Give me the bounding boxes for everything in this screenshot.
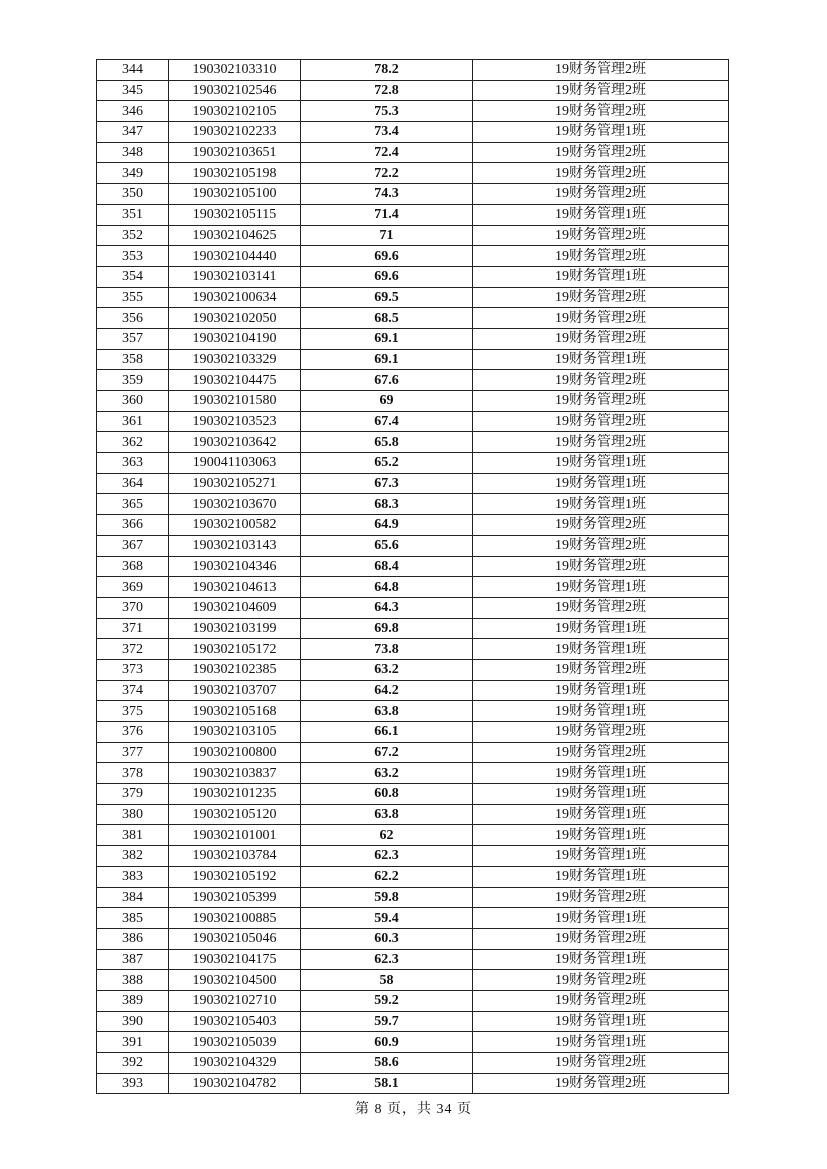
score-table [96, 59, 729, 1094]
class-name-cell: 19财务管理1班 [473, 204, 729, 225]
row-index-cell: 350 [97, 184, 169, 205]
row-index-cell: 347 [97, 122, 169, 143]
student-id-cell: 190302103329 [169, 349, 301, 370]
table-row [97, 432, 729, 453]
row-index-cell: 355 [97, 287, 169, 308]
row-index-cell: 362 [97, 432, 169, 453]
table-row [97, 618, 729, 639]
student-id-cell: 190302104440 [169, 246, 301, 267]
score-cell: 69.8 [301, 618, 473, 639]
student-id-cell: 190302104175 [169, 949, 301, 970]
class-name-cell: 19财务管理1班 [473, 680, 729, 701]
student-id-cell: 190302104500 [169, 970, 301, 991]
row-index-cell: 364 [97, 473, 169, 494]
score-cell: 71.4 [301, 204, 473, 225]
score-cell: 65.6 [301, 535, 473, 556]
row-index-cell: 369 [97, 577, 169, 598]
student-id-cell: 190302105172 [169, 639, 301, 660]
score-cell: 59.4 [301, 908, 473, 929]
score-cell: 59.2 [301, 990, 473, 1011]
class-name-cell: 19财务管理2班 [473, 515, 729, 536]
score-cell: 72.8 [301, 80, 473, 101]
class-name-cell: 19财务管理1班 [473, 618, 729, 639]
table-row [97, 184, 729, 205]
row-index-cell: 376 [97, 722, 169, 743]
class-name-cell: 19财务管理1班 [473, 763, 729, 784]
row-index-cell: 372 [97, 639, 169, 660]
table-row [97, 1073, 729, 1094]
student-id-cell: 190302104609 [169, 597, 301, 618]
student-id-cell: 190302105120 [169, 804, 301, 825]
class-name-cell: 19财务管理2班 [473, 722, 729, 743]
student-id-cell: 190302102233 [169, 122, 301, 143]
table-row [97, 225, 729, 246]
score-cell: 62.3 [301, 949, 473, 970]
row-index-cell: 380 [97, 804, 169, 825]
row-index-cell: 359 [97, 370, 169, 391]
student-id-cell: 190302103670 [169, 494, 301, 515]
row-index-cell: 344 [97, 60, 169, 81]
table-row [97, 949, 729, 970]
class-name-cell: 19财务管理2班 [473, 1073, 729, 1094]
table-row [97, 204, 729, 225]
table-row [97, 328, 729, 349]
score-cell: 69.1 [301, 328, 473, 349]
score-cell: 60.3 [301, 928, 473, 949]
row-index-cell: 353 [97, 246, 169, 267]
table-row [97, 1053, 729, 1074]
student-id-cell: 190302102050 [169, 308, 301, 329]
student-id-cell: 190302103707 [169, 680, 301, 701]
class-name-cell: 19财务管理2班 [473, 101, 729, 122]
row-index-cell: 354 [97, 266, 169, 287]
table-row [97, 763, 729, 784]
score-cell: 75.3 [301, 101, 473, 122]
table-row [97, 970, 729, 991]
score-cell: 78.2 [301, 60, 473, 81]
score-cell: 65.8 [301, 432, 473, 453]
table-row [97, 163, 729, 184]
student-id-cell: 190302105271 [169, 473, 301, 494]
row-index-cell: 352 [97, 225, 169, 246]
row-index-cell: 349 [97, 163, 169, 184]
table-row [97, 577, 729, 598]
class-name-cell: 19财务管理2班 [473, 60, 729, 81]
table-row [97, 246, 729, 267]
class-name-cell: 19财务管理1班 [473, 453, 729, 474]
class-name-cell: 19财务管理2班 [473, 659, 729, 680]
table-row [97, 494, 729, 515]
score-cell: 59.8 [301, 887, 473, 908]
student-id-cell: 190302105399 [169, 887, 301, 908]
student-id-cell: 190302105198 [169, 163, 301, 184]
class-name-cell: 19财务管理1班 [473, 804, 729, 825]
row-index-cell: 360 [97, 391, 169, 412]
class-name-cell: 19财务管理2班 [473, 287, 729, 308]
table-row [97, 1032, 729, 1053]
class-name-cell: 19财务管理1班 [473, 908, 729, 929]
student-id-cell: 190302103141 [169, 266, 301, 287]
class-name-cell: 19财务管理1班 [473, 866, 729, 887]
class-name-cell: 19财务管理1班 [473, 784, 729, 805]
row-index-cell: 390 [97, 1011, 169, 1032]
table-row [97, 515, 729, 536]
score-cell: 62.2 [301, 866, 473, 887]
row-index-cell: 365 [97, 494, 169, 515]
row-index-cell: 366 [97, 515, 169, 536]
class-name-cell: 19财务管理2班 [473, 411, 729, 432]
table-row [97, 453, 729, 474]
score-cell: 66.1 [301, 722, 473, 743]
score-cell: 73.8 [301, 639, 473, 660]
class-name-cell: 19财务管理1班 [473, 639, 729, 660]
class-name-cell: 19财务管理1班 [473, 473, 729, 494]
table-row [97, 825, 729, 846]
class-name-cell: 19财务管理1班 [473, 122, 729, 143]
row-index-cell: 384 [97, 887, 169, 908]
table-row [97, 287, 729, 308]
table-row [97, 846, 729, 867]
class-name-cell: 19财务管理2班 [473, 308, 729, 329]
score-cell: 72.4 [301, 142, 473, 163]
class-name-cell: 19财务管理2班 [473, 556, 729, 577]
row-index-cell: 358 [97, 349, 169, 370]
table-row [97, 866, 729, 887]
class-name-cell: 19财务管理1班 [473, 494, 729, 515]
student-id-cell: 190302104329 [169, 1053, 301, 1074]
score-cell: 64.9 [301, 515, 473, 536]
table-row [97, 556, 729, 577]
student-id-cell: 190302102105 [169, 101, 301, 122]
row-index-cell: 375 [97, 701, 169, 722]
class-name-cell: 19财务管理1班 [473, 266, 729, 287]
row-index-cell: 381 [97, 825, 169, 846]
table-row [97, 722, 729, 743]
student-id-cell: 190302104613 [169, 577, 301, 598]
row-index-cell: 383 [97, 866, 169, 887]
row-index-cell: 389 [97, 990, 169, 1011]
score-cell: 63.2 [301, 659, 473, 680]
student-id-cell: 190302104475 [169, 370, 301, 391]
score-cell: 62.3 [301, 846, 473, 867]
table-row [97, 101, 729, 122]
score-cell: 60.8 [301, 784, 473, 805]
student-id-cell: 190302105039 [169, 1032, 301, 1053]
student-id-cell: 190302103837 [169, 763, 301, 784]
class-name-cell: 19财务管理1班 [473, 1032, 729, 1053]
row-index-cell: 367 [97, 535, 169, 556]
class-name-cell: 19财务管理2班 [473, 80, 729, 101]
class-name-cell: 19财务管理2班 [473, 535, 729, 556]
row-index-cell: 374 [97, 680, 169, 701]
table-row [97, 142, 729, 163]
class-name-cell: 19财务管理2班 [473, 742, 729, 763]
score-cell: 63.8 [301, 804, 473, 825]
class-name-cell: 19财务管理2班 [473, 184, 729, 205]
table-row [97, 391, 729, 412]
class-name-cell: 19财务管理2班 [473, 328, 729, 349]
table-row [97, 639, 729, 660]
student-id-cell: 190302104346 [169, 556, 301, 577]
student-id-cell: 190302105115 [169, 204, 301, 225]
student-id-cell: 190302103523 [169, 411, 301, 432]
score-cell: 69.5 [301, 287, 473, 308]
score-cell: 64.2 [301, 680, 473, 701]
score-cell: 67.6 [301, 370, 473, 391]
student-id-cell: 190302104782 [169, 1073, 301, 1094]
student-id-cell: 190302103105 [169, 722, 301, 743]
row-index-cell: 377 [97, 742, 169, 763]
row-index-cell: 392 [97, 1053, 169, 1074]
table-row [97, 887, 729, 908]
row-index-cell: 393 [97, 1073, 169, 1094]
score-cell: 59.7 [301, 1011, 473, 1032]
row-index-cell: 386 [97, 928, 169, 949]
student-id-cell: 190302101580 [169, 391, 301, 412]
student-id-cell: 190302101235 [169, 784, 301, 805]
score-cell: 63.2 [301, 763, 473, 784]
table-row [97, 597, 729, 618]
score-cell: 62 [301, 825, 473, 846]
student-id-cell: 190302103143 [169, 535, 301, 556]
row-index-cell: 346 [97, 101, 169, 122]
score-cell: 64.3 [301, 597, 473, 618]
score-cell: 69.1 [301, 349, 473, 370]
class-name-cell: 19财务管理2班 [473, 391, 729, 412]
row-index-cell: 391 [97, 1032, 169, 1053]
class-name-cell: 19财务管理2班 [473, 432, 729, 453]
table-row [97, 349, 729, 370]
student-id-cell: 190302105100 [169, 184, 301, 205]
student-id-cell: 190302100582 [169, 515, 301, 536]
class-name-cell: 19财务管理1班 [473, 1011, 729, 1032]
score-cell: 68.3 [301, 494, 473, 515]
student-id-cell: 190041103063 [169, 453, 301, 474]
score-cell: 69.6 [301, 266, 473, 287]
table-row [97, 308, 729, 329]
table-row [97, 411, 729, 432]
row-index-cell: 370 [97, 597, 169, 618]
score-cell: 65.2 [301, 453, 473, 474]
page-number-footer: 第 8 页，共 34 页 [355, 1102, 472, 1117]
class-name-cell: 19财务管理2班 [473, 163, 729, 184]
row-index-cell: 351 [97, 204, 169, 225]
table-row [97, 535, 729, 556]
class-name-cell: 19财务管理1班 [473, 825, 729, 846]
score-cell: 64.8 [301, 577, 473, 598]
row-index-cell: 379 [97, 784, 169, 805]
table-row [97, 659, 729, 680]
student-id-cell: 190302103642 [169, 432, 301, 453]
row-index-cell: 371 [97, 618, 169, 639]
table-row [97, 1011, 729, 1032]
student-id-cell: 190302105403 [169, 1011, 301, 1032]
table-row [97, 990, 729, 1011]
row-index-cell: 387 [97, 949, 169, 970]
class-name-cell: 19财务管理2班 [473, 928, 729, 949]
score-cell: 73.4 [301, 122, 473, 143]
table-row [97, 804, 729, 825]
table-row [97, 473, 729, 494]
row-index-cell: 388 [97, 970, 169, 991]
score-cell: 60.9 [301, 1032, 473, 1053]
row-index-cell: 361 [97, 411, 169, 432]
table-row [97, 266, 729, 287]
row-index-cell: 345 [97, 80, 169, 101]
score-table-body [97, 60, 729, 1094]
score-cell: 68.5 [301, 308, 473, 329]
student-id-cell: 190302100800 [169, 742, 301, 763]
table-row [97, 122, 729, 143]
class-name-cell: 19财务管理2班 [473, 1053, 729, 1074]
table-row [97, 60, 729, 81]
class-name-cell: 19财务管理2班 [473, 370, 729, 391]
score-cell: 71 [301, 225, 473, 246]
score-cell: 68.4 [301, 556, 473, 577]
table-row [97, 784, 729, 805]
score-cell: 67.2 [301, 742, 473, 763]
score-cell: 69 [301, 391, 473, 412]
student-id-cell: 190302102710 [169, 990, 301, 1011]
row-index-cell: 363 [97, 453, 169, 474]
student-id-cell: 190302105192 [169, 866, 301, 887]
class-name-cell: 19财务管理2班 [473, 142, 729, 163]
class-name-cell: 19财务管理1班 [473, 949, 729, 970]
class-name-cell: 19财务管理1班 [473, 349, 729, 370]
student-id-cell: 190302101001 [169, 825, 301, 846]
class-name-cell: 19财务管理1班 [473, 846, 729, 867]
row-index-cell: 373 [97, 659, 169, 680]
student-id-cell: 190302103784 [169, 846, 301, 867]
table-row [97, 80, 729, 101]
row-index-cell: 356 [97, 308, 169, 329]
student-id-cell: 190302100885 [169, 908, 301, 929]
score-cell: 58 [301, 970, 473, 991]
score-cell: 74.3 [301, 184, 473, 205]
class-name-cell: 19财务管理1班 [473, 701, 729, 722]
score-cell: 63.8 [301, 701, 473, 722]
table-row [97, 370, 729, 391]
student-id-cell: 190302103199 [169, 618, 301, 639]
class-name-cell: 19财务管理2班 [473, 887, 729, 908]
row-index-cell: 357 [97, 328, 169, 349]
row-index-cell: 385 [97, 908, 169, 929]
table-row [97, 680, 729, 701]
student-id-cell: 190302102546 [169, 80, 301, 101]
table-row [97, 908, 729, 929]
student-id-cell: 190302105046 [169, 928, 301, 949]
class-name-cell: 19财务管理2班 [473, 990, 729, 1011]
row-index-cell: 348 [97, 142, 169, 163]
score-cell: 69.6 [301, 246, 473, 267]
score-cell: 58.1 [301, 1073, 473, 1094]
row-index-cell: 382 [97, 846, 169, 867]
class-name-cell: 19财务管理2班 [473, 246, 729, 267]
class-name-cell: 19财务管理1班 [473, 577, 729, 598]
student-id-cell: 190302103310 [169, 60, 301, 81]
score-cell: 67.4 [301, 411, 473, 432]
table-row [97, 701, 729, 722]
student-id-cell: 190302104625 [169, 225, 301, 246]
table-row [97, 928, 729, 949]
row-index-cell: 368 [97, 556, 169, 577]
student-id-cell: 190302105168 [169, 701, 301, 722]
class-name-cell: 19财务管理2班 [473, 597, 729, 618]
class-name-cell: 19财务管理2班 [473, 225, 729, 246]
class-name-cell: 19财务管理2班 [473, 970, 729, 991]
student-id-cell: 190302103651 [169, 142, 301, 163]
student-id-cell: 190302100634 [169, 287, 301, 308]
student-id-cell: 190302104190 [169, 328, 301, 349]
row-index-cell: 378 [97, 763, 169, 784]
table-row [97, 742, 729, 763]
score-cell: 72.2 [301, 163, 473, 184]
score-cell: 58.6 [301, 1053, 473, 1074]
score-cell: 67.3 [301, 473, 473, 494]
student-id-cell: 190302102385 [169, 659, 301, 680]
